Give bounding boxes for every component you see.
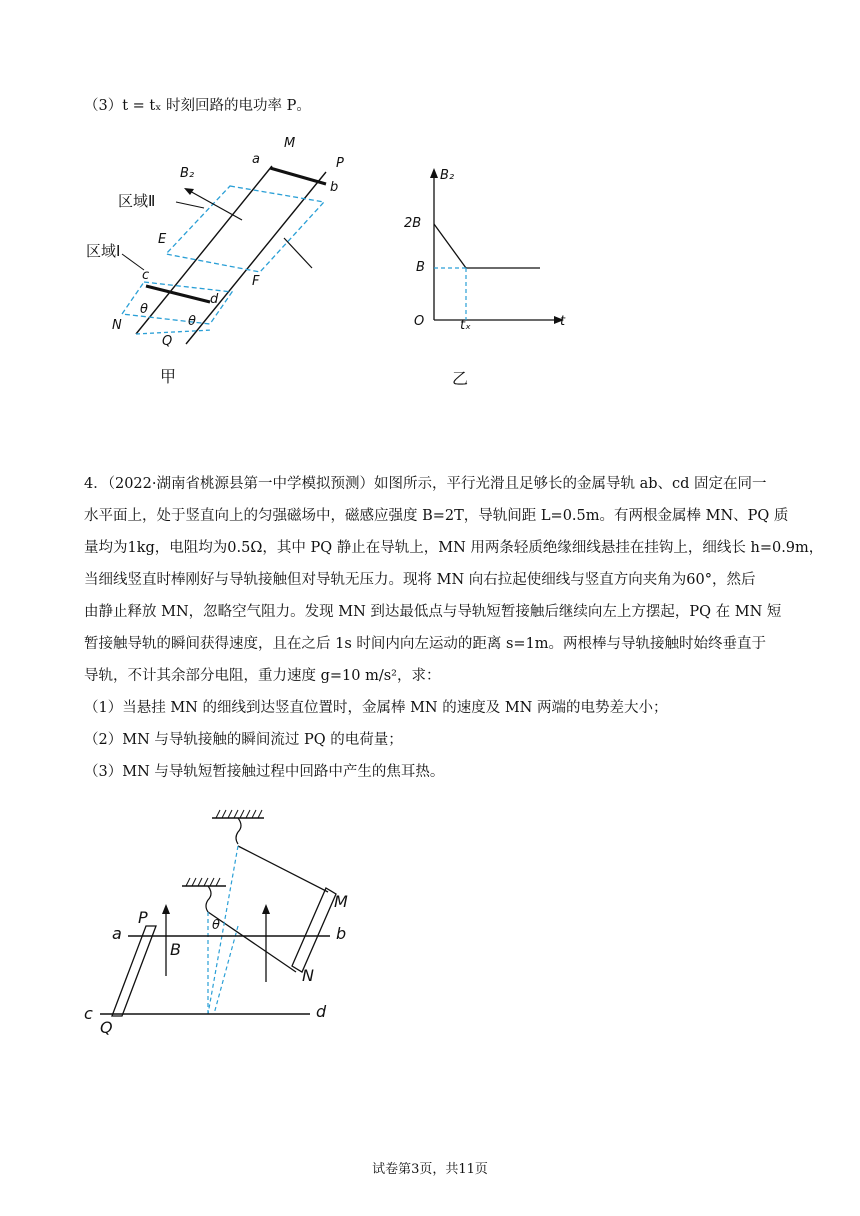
label-c: c xyxy=(142,268,150,283)
problem-4-sub-3: （3）MN 与导轨短暂接触过程中回路中产生的焦耳热。 xyxy=(84,764,445,780)
problem-4-line-3: 量均为1kg，电阻均为0.5Ω，其中 PQ 静止在导轨上，MN 用两条轻质绝缘细线悬挂在挂钩上，细线长 h=0.9m， xyxy=(84,540,824,556)
label-d: d xyxy=(210,292,219,307)
label-b: b xyxy=(330,180,339,195)
figure-rails xyxy=(80,806,380,1046)
figure-yi-caption: 乙 xyxy=(452,369,469,388)
problem-4-line-2: 水平面上，处于竖直向上的匀强磁场中，磁感应强度 B=2T，导轨间距 L=0.5m。有两根金属棒 MN、PQ 质 xyxy=(84,508,789,524)
rails-label-c: c xyxy=(84,1004,93,1023)
label-O: O xyxy=(414,314,425,329)
figure-yi xyxy=(396,164,586,394)
rails-label-d: d xyxy=(316,1002,327,1021)
problem-4-line-7: 导轨，不计其余部分电阻，重力速度 g=10 m/s²，求： xyxy=(84,668,441,684)
problem-4-line-1: 4．（2022·湖南省桃源县第一中学模拟预测）如图所示，平行光滑且足够长的金属导轨 ab、cd 固定在同一 xyxy=(84,476,767,492)
figure-rails-diagram xyxy=(80,806,380,1046)
label-region-1: 区域Ⅰ xyxy=(86,242,121,260)
label-a: a xyxy=(252,152,260,167)
label-E: E xyxy=(158,232,167,247)
label-tx: tₓ xyxy=(460,318,471,333)
label-2B: 2B xyxy=(404,216,422,231)
label-Q: Q xyxy=(162,334,173,349)
rails-label-M: M xyxy=(334,892,348,911)
question-3-prev: （3）t = tₓ 时刻回路的电功率 P。 xyxy=(84,98,311,114)
rails-label-a: a xyxy=(112,924,122,943)
label-t: t xyxy=(560,314,566,329)
page-footer: 试卷第3页，共11页 xyxy=(372,1162,488,1177)
rails-label-b: b xyxy=(336,924,347,943)
problem-4-sub-1: （1）当悬挂 MN 的细线到达竖直位置时，金属棒 MN 的速度及 MN 两端的电势差大小； xyxy=(84,700,668,716)
problem-4-line-4: 当细线竖直时棒刚好与导轨接触但对导轨无压力。现将 MN 向右拉起使细线与竖直方向夹角为60°，然后 xyxy=(84,572,756,588)
label-theta-1: θ xyxy=(140,302,148,317)
problem-4-line-6: 暂接触导轨的瞬间获得速度，且在之后 1s 时间内向左运动的距离 s=1m。两根棒与导轨接触时始终垂直于 xyxy=(84,636,767,652)
label-P: P xyxy=(336,156,344,171)
figure-jia xyxy=(84,128,384,398)
label-N: N xyxy=(112,318,122,333)
rails-label-Q: Q xyxy=(100,1018,113,1037)
label-F: F xyxy=(252,274,260,289)
label-yi-B2: B₂ xyxy=(440,168,455,183)
rails-label-N: N xyxy=(302,966,314,985)
rails-label-theta: θ xyxy=(212,918,220,933)
problem-4-sub-2: （2）MN 与导轨接触的瞬间流过 PQ 的电荷量； xyxy=(84,732,403,748)
figure-yi-graph xyxy=(396,164,586,394)
rails-label-B: B xyxy=(170,940,181,959)
figure-jia-caption: 甲 xyxy=(160,367,177,386)
label-region-2: 区域Ⅱ xyxy=(118,192,156,210)
label-M: M xyxy=(284,136,296,151)
label-B: B xyxy=(416,260,425,275)
label-B2: B₂ xyxy=(180,166,195,181)
rails-label-P: P xyxy=(138,908,148,927)
problem-4-line-5: 由静止释放 MN，忽略空气阻力。发现 MN 到达最低点与导轨短暂接触后继续向左上方摆起，PQ 在 MN 短 xyxy=(84,604,782,620)
label-theta-2: θ xyxy=(188,314,196,329)
